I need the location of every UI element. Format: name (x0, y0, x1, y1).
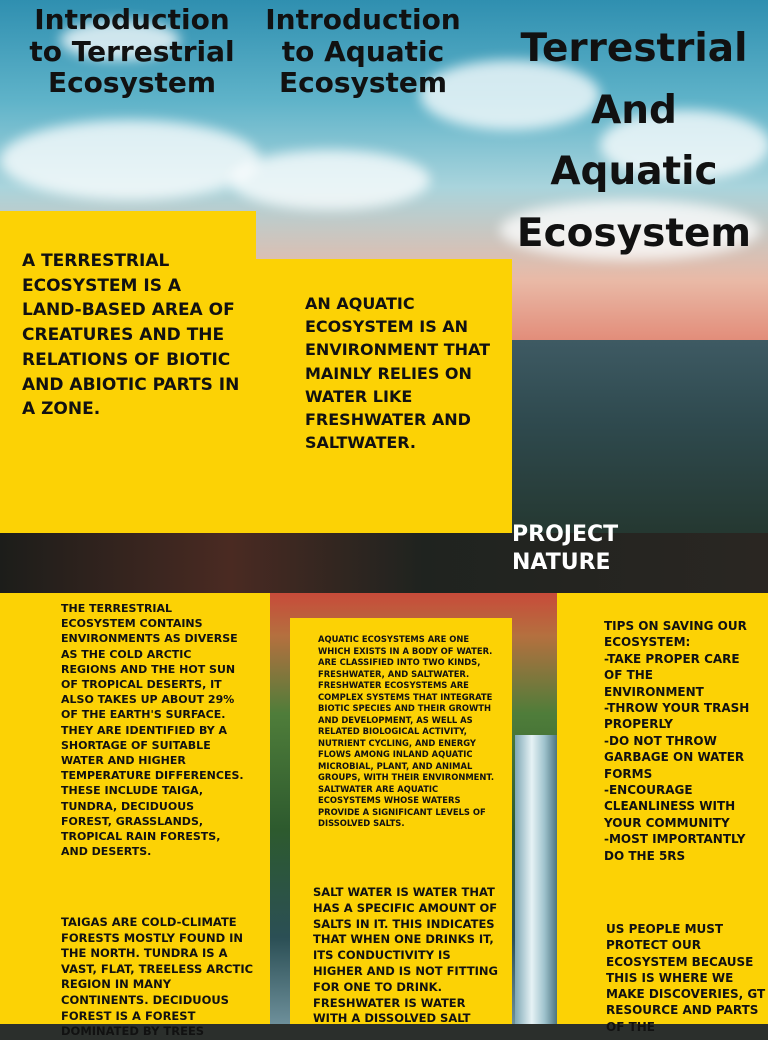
terrestrial-intro-text: A TERRESTRIAL ECOSYSTEM IS A LAND-BASED AREA OF CREATURES AND THE RELATIONS OF BIOTIC AND ABIOTIC PARTS IN A ZONE. (22, 251, 240, 420)
terrestrial-intro-heading: Introduction to Terrestrial Ecosystem (29, 3, 235, 100)
terrestrial-detail-text: THE TERRESTRIAL ECOSYSTEM CONTAINS ENVIRONMENTS AS DIVERSE AS THE COLD ARCTIC REGIONS AND THE HOT SUN OF TROPICAL DESERTS, IT ALSO TAKES UP ABOUT 29% OF THE EARTH'S SURFACE. THEY ARE IDENTIFIED BY A SHORTAGE OF SUITABLE WATER AND HIGHER TEMPERATURE DIFFERENCES. THESE INCLUDE TAIGA, TUNDRA, DECIDUOUS FOREST, GRASSLANDS, TROPICAL RAIN FORESTS, AND DESERTS. (61, 602, 244, 859)
aquatic-intro-heading: Introduction to Aquatic Ecosystem (265, 3, 461, 100)
mountain-landscape-image (512, 340, 768, 540)
aquatic-intro-text: AN AQUATIC ECOSYSTEM IS AN ENVIRONMENT THAT MAINLY RELIES ON WATER LIKE FRESHWATER AND SALTWATER. (305, 294, 491, 453)
project-nature-label: PROJECT NATURE (512, 522, 619, 575)
main-title: Terrestrial And Aquatic Ecosystem (516, 26, 752, 256)
waterfall-water (515, 735, 557, 1024)
tip-item: -TAKE PROPER CARE OF THE ENVIRONMENT (604, 651, 740, 699)
cloud-shape (230, 150, 430, 210)
taiga-detail-text: TAIGAS ARE COLD-CLIMATE FORESTS MOSTLY FOUND IN THE NORTH. TUNDRA IS A VAST, FLAT, TREELESS ARCTIC REGION IN MANY CONTINENTS. DECIDUOUS FOREST IS A FOREST DOMINATED BY TREES (61, 915, 254, 1039)
tip-item: -THROW YOUR TRASH PROPERLY (604, 701, 750, 732)
tip-item: -MOST IMPORTANTLY DO THE 5RS (604, 832, 746, 863)
aquatic-detail-text: AQUATIC ECOSYSTEMS ARE ONE WHICH EXISTS IN A BODY OF WATER. ARE CLASSIFIED INTO TWO KINDS, FRESHWATER, AND SALTWATER. FRESHWATER ECOSYSTEMS ARE COMPLEX SYSTEMS THAT INTEGRATE BIOTIC SPECIES AND THEIR GROWTH AND DEVELOPMENT, AS WELL AS RELATED BIOLOGICAL ACTIVITY, NUTRIENT CYCLING, AND ENERGY FLOWS AMONG INLAND AQUATIC MICROBIAL, PLANT, AND ANIMAL GROUPS, WITH THEIR ENVIRONMENT. SALTWATER ARE AQUATIC ECOSYSTEMS WHOSE WATERS PROVIDE A SIGNIFICANT LEVELS OF DISSOLVED SALTS. (318, 634, 495, 828)
tips-list (604, 618, 754, 864)
saltwater-detail-text: SALT WATER IS WATER THAT HAS A SPECIFIC AMOUNT OF SALTS IN IT. THIS INDICATES THAT WHEN ONE DRINKS IT, ITS CONDUCTIVITY IS HIGHER AND IS NOT FITTING FOR ONE TO DRINK. FRESHWATER IS WATER WITH A DISSOLVED SALT (313, 885, 498, 1026)
protect-ecosystem-text: US PEOPLE MUST PROTECT OUR ECOSYSTEM BECAUSE THIS IS WHERE WE MAKE DISCOVERIES, GT RESOURCE AND PARTS OF THE (606, 922, 766, 1034)
tips-title: TIPS ON SAVING OUR ECOSYSTEM: (604, 619, 747, 650)
tip-item: -ENCOURAGE CLEANLINESS WITH YOUR COMMUNITY (604, 783, 736, 830)
cloud-shape (0, 120, 260, 200)
tip-item: -DO NOT THROW GARBAGE ON WATER FORMS (604, 733, 745, 781)
